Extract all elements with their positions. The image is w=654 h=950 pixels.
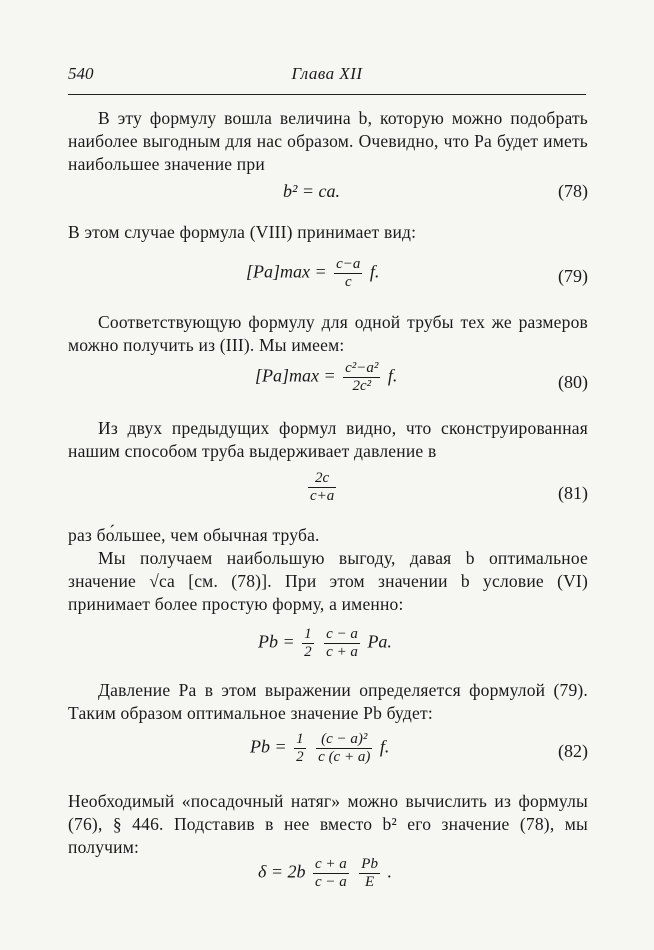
equation-79-number: (79) xyxy=(558,266,588,286)
equation-delta-denominator-1: c − a xyxy=(315,874,347,890)
equation-78: b² = ca. xyxy=(283,181,341,201)
equation-82-number: (82) xyxy=(558,741,588,761)
equation-delta-fraction-1 xyxy=(313,856,349,891)
equation-delta-denominator-2: E xyxy=(365,874,375,890)
equation-79-fraction xyxy=(334,256,362,291)
equation-pb-pa-rhs: Pa. xyxy=(367,631,392,652)
paragraph-1: В эту формулу вошла величина b, которую можно подобрать наиболее выгодным для нас образом. Очевидно, что Pa будет иметь наибольшее значение при xyxy=(68,108,588,174)
equation-79-lhs: [Pa]max = xyxy=(246,261,327,282)
equation-81-numerator: 2c xyxy=(308,470,336,488)
equation-79 xyxy=(246,256,379,291)
equation-pb-pa-half-numerator: 1 xyxy=(304,626,312,642)
paragraph-7: Давление Pa в этом выражении определяется формулой (79). Таким образом оптимальное значение Pb будет: xyxy=(68,680,588,723)
paragraph-2: В этом случае формула (VIII) принимает вид: xyxy=(68,222,417,242)
equation-pb-pa-half xyxy=(302,626,314,661)
paragraph-3: Соответствующую формулу для одной трубы тех же размеров можно получить из (III). Мы имеем: xyxy=(68,312,588,355)
paragraph-6: Мы получаем наибольшую выгоду, давая b оптимальное значение √ca [см. (78)]. При этом значении b условие (VI) принимает более простую форму, а именно: xyxy=(68,548,588,614)
equation-80-numerator: c²−a² xyxy=(345,360,379,376)
equation-pb-pa-numerator: c − a xyxy=(326,626,358,642)
equation-80-denominator: 2c² xyxy=(352,378,372,394)
equation-81 xyxy=(305,470,339,505)
page-number: 540 xyxy=(68,64,94,83)
equation-81-number: (81) xyxy=(558,483,588,503)
equation-82-denominator: c (c + a) xyxy=(318,749,371,765)
equation-82-numerator: (c − a)² xyxy=(316,731,372,749)
equation-82-rhs: f. xyxy=(379,736,390,757)
equation-pb-pa-fraction xyxy=(324,626,360,661)
equation-82 xyxy=(250,731,389,766)
equation-80 xyxy=(255,360,397,395)
equation-pb-pa-half-denominator: 2 xyxy=(304,644,312,660)
equation-delta-lhs: δ = 2b xyxy=(258,861,306,882)
equation-79-rhs: f. xyxy=(369,261,380,282)
page-header xyxy=(68,64,586,95)
equation-82-half xyxy=(294,731,306,766)
equation-82-half-denominator: 2 xyxy=(296,749,304,765)
equation-pb-pa xyxy=(258,626,392,661)
equation-80-lhs: [Pa]max = xyxy=(255,365,336,386)
paragraph-4: Из двух предыдущих формул видно, что сконструированная нашим способом труба выдерживает давление в xyxy=(68,418,588,461)
equation-delta-rhs: . xyxy=(387,861,392,882)
equation-78-number: (78) xyxy=(558,181,588,201)
paragraph-5: раз бо́льшее, чем обычная труба. xyxy=(68,525,320,545)
equation-79-numerator: c−a xyxy=(336,256,361,272)
equation-80-rhs: f. xyxy=(387,365,398,386)
equation-delta xyxy=(258,856,392,891)
equation-81-denominator: c+a xyxy=(310,488,335,504)
equation-delta-fraction-2 xyxy=(359,856,380,891)
chapter-title: Глава XII xyxy=(291,64,363,83)
equation-82-half-numerator: 1 xyxy=(296,731,304,747)
equation-delta-numerator-1: c + a xyxy=(315,856,347,872)
equation-80-fraction xyxy=(343,360,380,395)
equation-pb-pa-lhs: Pb = xyxy=(258,631,295,652)
equation-82-lhs: Pb = xyxy=(250,736,287,757)
paragraph-8: Необходимый «посадочный натяг» можно вычислить из формулы (76), § 446. Подставив в нее вместо b² его значение (78), мы получим: xyxy=(68,791,588,857)
equation-80-number: (80) xyxy=(558,372,588,392)
equation-79-denominator: c xyxy=(344,274,352,290)
equation-delta-numerator-2: Pb xyxy=(361,856,378,872)
equation-81-fraction xyxy=(308,470,336,505)
equation-pb-pa-denominator: c + a xyxy=(326,644,358,660)
equation-82-fraction xyxy=(316,731,372,766)
